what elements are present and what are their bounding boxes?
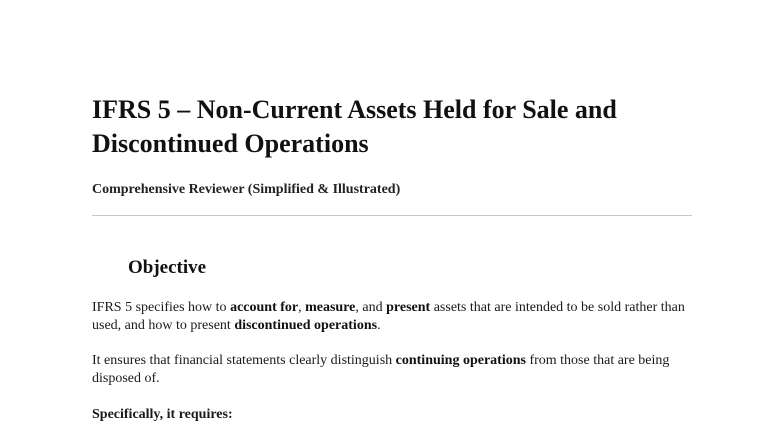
bold-term-account-for: account for <box>230 300 299 315</box>
bold-term-discontinued-operations: discontinued operations <box>234 318 378 333</box>
document-subtitle: Comprehensive Reviewer (Simplified & Illustrated) <box>92 182 401 197</box>
text-run: IFRS 5 specifies how to <box>92 300 231 315</box>
document-title: IFRS 5 – Non-Current Assets Held for Sale and Discontinued Operations <box>92 95 617 158</box>
section-heading-objective: Objective <box>128 257 207 278</box>
text-run: It ensures that financial statements clearly distinguish <box>92 353 396 368</box>
bold-term-present: present <box>386 300 431 315</box>
horizontal-divider <box>92 215 692 216</box>
text-run: . <box>377 318 381 333</box>
bold-term-measure: measure <box>305 300 356 315</box>
objective-paragraph-1 <box>92 299 712 335</box>
requirements-lead-in: Specifically, it requires: <box>92 407 233 422</box>
text-run: , and <box>355 300 387 315</box>
text-run: from those that are being disposed of. <box>92 353 670 386</box>
text-run: , <box>298 300 306 315</box>
text-run: assets that are intended to be sold rather than used, and how to present <box>92 300 685 333</box>
bold-term-continuing-operations: continuing operations <box>395 353 526 368</box>
objective-paragraph-2 <box>92 352 712 388</box>
